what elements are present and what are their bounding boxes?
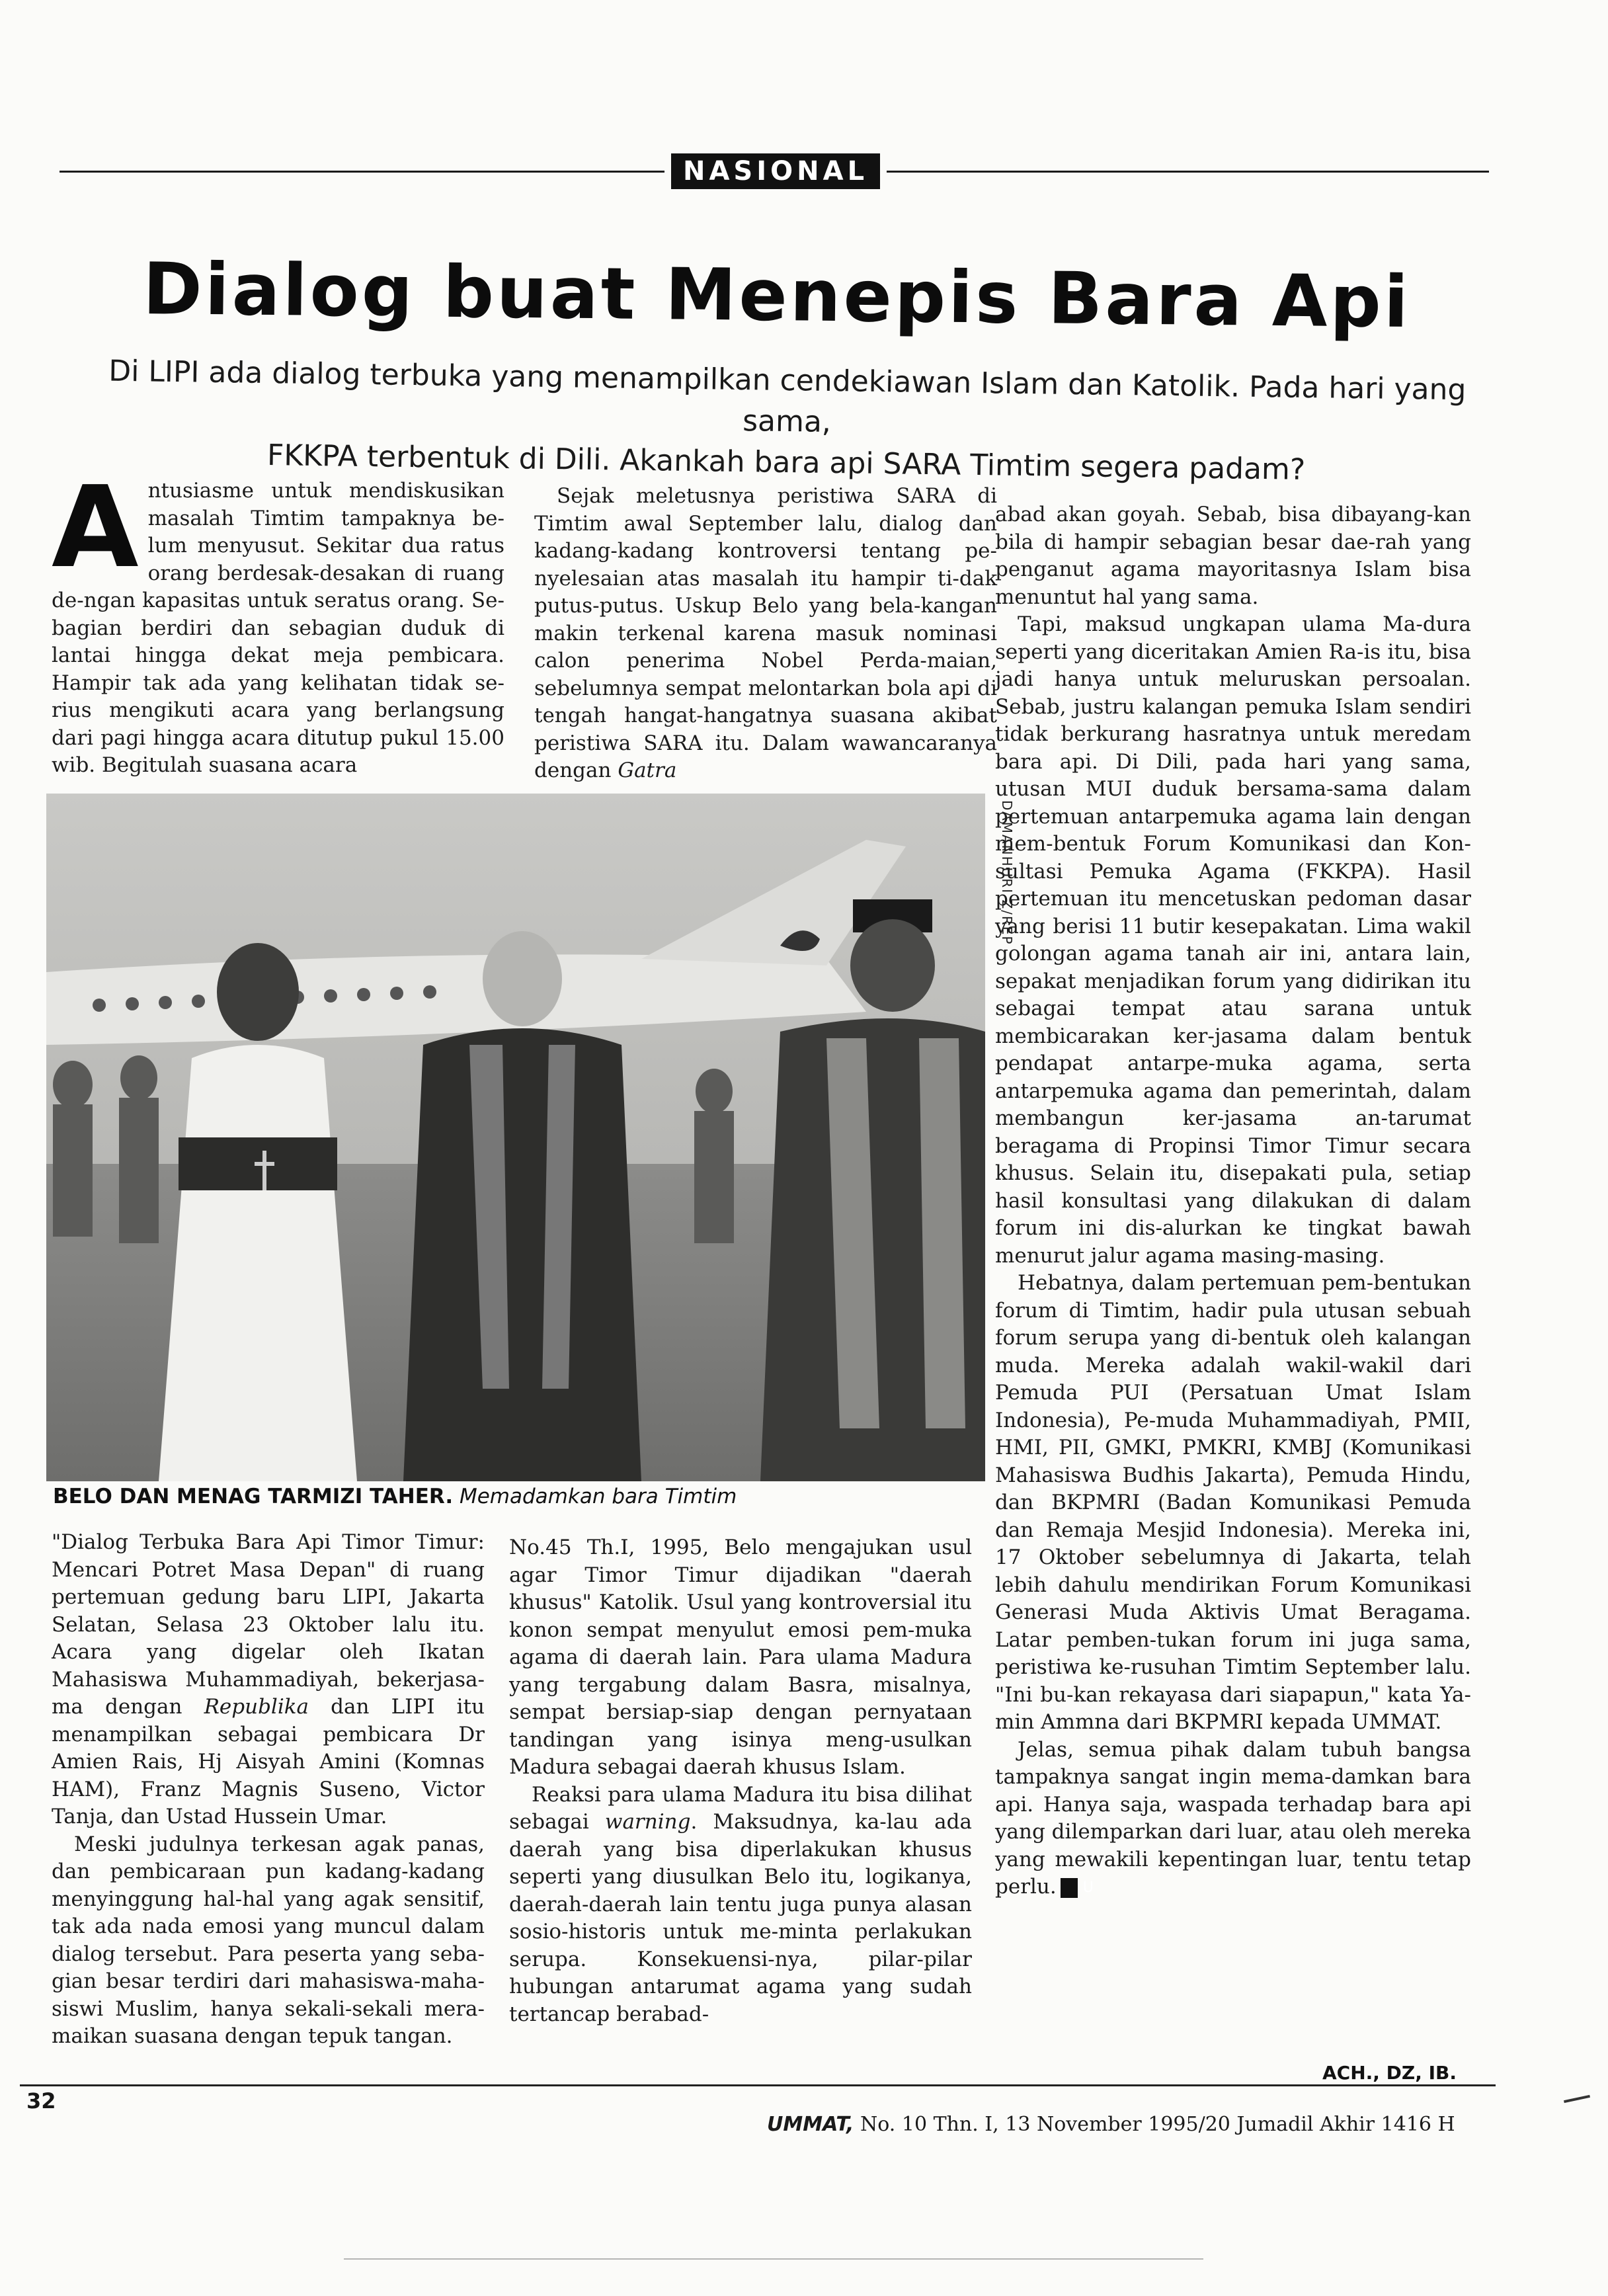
paragraph-text: Sejak meletusnya peristiwa SARA di Timtim awal September lalu, dialog dan kadang-kadang kontroversi tentang pe-nyelesaian atas masalah itu hampir ti-dak putus-putus. Uskup Belo yang bela-kangan makin terkenal karena masuk nominasi calon penerima Nobel Perda-maian, sebelumnya sempat melontarkan bola api di tengah hangat-hangatnya suasana akibat peristiwa SARA itu. Dalam wawancaranya dengan <box>534 484 997 782</box>
column-2-bottom <box>509 1534 972 2028</box>
page-number: 32 <box>26 2088 56 2113</box>
paragraph: Tapi, maksud ungkapan ulama Ma-dura seperti yang diceritakan Amien Ra-is itu, bisa jadi hanya untuk meluruskan persoalan. Sebab, justru kalangan pemuka Islam sendiri tidak berkurang hasratnya untuk meredam bara api. Di Dili, pada hari yang sama, utusan MUI duduk bersama-sama dalam pertemuan antarpemuka agama lain dengan mem-bentuk Forum Komunikasi dan Kon-sultasi Pemuka Agama (FKKPA). Hasil pertemuan itu mencetuskan pedoman dasar yang berisi 11 butir kesepakatan. Lima wakil golongan agama tanah air ini, antara lain, sepakat menjadikan forum yang didirikan itu sebagai tempat atau sarana untuk membicarakan ker-jasama dalam bentuk pendapat antarpe-muka agama, serta antarpemuka agama dan pemerintah, dalam membangun ker-jasama an-tarumat beragama di Propinsi Timor Timur secara khusus. Selain itu, disepakati pula, setiap hasil konsultasi yang dilakukan di dalam forum ini dis-alurkan ke tingkat bawah menurut jalur agama masing-masing. <box>995 612 1471 1268</box>
issue-info: No. 10 Thn. I, 13 November 1995/20 Jumadil Akhir 1416 H <box>860 2113 1455 2136</box>
end-mark-logo: U <box>1061 1878 1078 1898</box>
paragraph-text: "Dialog Terbuka Bara Api Timor Timur: Mencari Potret Masa Depan" di ruang pertemuan gedung baru LIPI, Jakarta Selatan, Selasa 23 Oktober lalu itu. Acara yang digelar oleh Ikatan Mahasiswa Muhammadiyah, bekerjasa-ma dengan <box>52 1530 485 1719</box>
footer-rule <box>20 2084 1496 2086</box>
footer-publication <box>767 2113 1455 2136</box>
emphasis-word: warning <box>604 1810 691 1834</box>
author-signature: ACH., DZ, IB. <box>1322 2062 1457 2084</box>
paragraph <box>534 483 997 785</box>
article-headline: Dialog buat Menepis Bara Api <box>142 247 1412 345</box>
column-2-top <box>534 483 997 785</box>
drop-cap: A <box>52 462 139 593</box>
newspaper-name: Republika <box>204 1695 309 1719</box>
paragraph <box>52 1529 485 1831</box>
photo-illustration <box>46 794 985 1481</box>
scan-mark <box>344 2258 1203 2260</box>
paragraph: Hebatnya, dalam pertemuan pem-bentukan forum di Timtim, hadir pula utusan sebuah forum serupa yang di-bentuk oleh kalangan muda. Mereka adalah wakil-wakil dari Pemuda PUI (Persatuan Umat Islam Indonesia), Pe-muda Muhammadiyah, PMII, HMI, PII, GMKI, PMKRI, KMBJ (Komunikasi Mahasiswa Budhis Jakarta), Pemuda Hindu, dan BKPMRI (Badan Komunikasi Pemuda dan Remaja Mesjid Indonesia). Mereka ini, 17 Oktober sebelumnya di Jakarta, telah lebih dahulu mendirikan Forum Komunikasi Generasi Muda Aktivis Umat Beragama. Latar pemben-tukan forum ini juga sama, peristiwa ke-rusuhan Timtim September lalu. "Ini bu-kan rekayasa dari siapapun," kata Ya-min Ammna dari BKPMRI kepada UMMAT. <box>995 1271 1471 1734</box>
article-deck <box>59 350 1515 494</box>
paragraph-text: Jelas, semua pihak dalam tubuh bangsa tampaknya sangat ingin mema-damkan bara api. Hanya saja, waspada terhadap bara api yang dilemparkan dari luar, atau oleh mereka yang mewakili kepentingan luar, tentu tetap perlu. <box>995 1737 1471 1899</box>
column-1-top <box>52 462 504 780</box>
deck-line-1: Di LIPI ada dialog terbuka yang menampilkan cendekiawan Islam dan Katolik. Pada hari yang sama, <box>108 354 1467 439</box>
section-label: NASIONAL <box>664 153 887 189</box>
paragraph: abad akan goyah. Sebab, bisa dibayang-kan bila di hampir sebagian besar dae-rah yang penganut agama mayoritasnya Islam bisa menuntut hal yang sama. <box>995 503 1471 609</box>
photo-caption <box>53 1485 979 1508</box>
caption-text: Memadamkan bara Timtim <box>459 1485 737 1508</box>
deck-line-2: FKKPA terbentuk di Dili. Akankah bara api SARA Timtim segera padam? <box>266 438 1306 487</box>
news-photo <box>46 794 985 1481</box>
scan-mark <box>1564 2095 1590 2103</box>
paragraph-text: Reaksi para ulama Madura itu bisa dilihat sebagai <box>509 1782 972 1834</box>
paragraph: No.45 Th.I, 1995, Belo mengajukan usul agar Timor Timur dijadikan "daerah khusus" Katolik. Usul yang kontroversial itu konon sempat menyulut emosi pem-muka agama di daerah lain. Para ulama Madura yang tergabung dalam Basra, misalnya, sempat bersiap-siap dengan pernyataan tandingan yang isinya meng-usulkan Madura sebagai daerah khusus Islam. <box>509 1536 972 1779</box>
column-3 <box>995 501 1471 1901</box>
magazine-name: Gatra <box>618 758 677 782</box>
paragraph-text: ntusiasme untuk mendiskusikan masalah Timtim tampaknya be-lum menyusut. Sekitar dua ratus orang berdesak-desakan di ruang de-ngan kapasitas untuk seratus orang. Se-bagian berdiri dan sebagian duduk di lantai hingga dekat meja pembicara. Hampir tak ada yang kelihatan tidak se-rius mengikuti acara yang berlangsung dari pagi hingga acara ditutup pukul 15.00 wib. Begitulah suasana acara <box>52 479 504 777</box>
publication-name: UMMAT, <box>767 2113 854 2136</box>
paragraph <box>995 1737 1471 1901</box>
paragraph: Meski judulnya terkesan agak panas, dan pembicaraan pun kadang-kadang menyinggung hal-hal yang agak sensitif, tak ada nada emosi yang muncul dalam dialog tersebut. Para peserta yang seba-gian besar terdiri dari mahasiswa-maha-siswi Muslim, hanya sekali-sekali mera-maikan suasana dengan tepuk tangan. <box>52 1832 485 2048</box>
paragraph-text: dan LIPI itu menampilkan sebagai pembicara Dr Amien Rais, Hj Aisyah Amini (Komnas HAM), Franz Magnis Suseno, Victor Tanja, dan Ustad Hussein Umar. <box>52 1695 485 1828</box>
paragraph-text: . Maksudnya, ka-lau ada daerah yang bisa diperlakukan khusus seperti yang diusulkan Belo itu, logikanya, daerah-daerah lain tentu juga punya alasan sosio-historis untuk me-minta perlakukan serupa. Konsekuensi-nya, pilar-pilar hubungan antarumat agama yang sudah tertancap berabad- <box>509 1810 972 2026</box>
column-1-bottom <box>52 1529 485 2051</box>
photo-credit: DAMANHURI Z/REP <box>999 800 1015 946</box>
caption-subject: BELO DAN MENAG TARMIZI TAHER. <box>53 1485 454 1508</box>
paragraph <box>509 1782 972 2029</box>
paragraph <box>52 462 504 780</box>
